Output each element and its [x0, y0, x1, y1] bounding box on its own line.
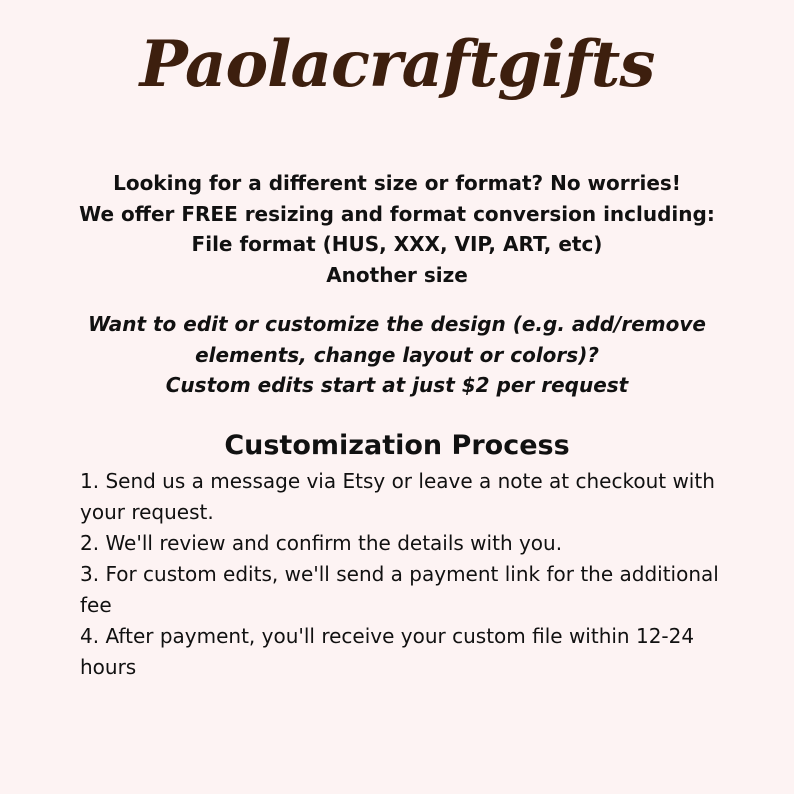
intro-section	[0, 168, 794, 290]
process-steps-list	[80, 466, 730, 683]
custom-edits-line: Want to edit or customize the design (e.g. add/remove	[88, 312, 706, 336]
process-step: 1. Send us a message via Etsy or leave a note at checkout with your request.	[80, 469, 715, 524]
intro-line: Another size	[326, 262, 468, 287]
custom-edits-section	[0, 309, 794, 401]
process-step: 3. For custom edits, we'll send a payment link for the additional fee	[80, 562, 719, 617]
process-step: 2. We'll review and confirm the details with you.	[80, 531, 563, 555]
intro-line: We offer FREE resizing and format conversion including:	[79, 201, 715, 226]
custom-edits-line: elements, change layout or colors)?	[195, 342, 599, 367]
process-heading: Customization Process	[224, 430, 570, 461]
process-step: 4. After payment, you'll receive your custom file within 12-24 hours	[80, 624, 695, 679]
intro-line: Looking for a different size or format? No worries!	[113, 171, 681, 195]
brand-logo-title: Paolacraftgifts	[139, 27, 655, 102]
custom-edits-line: Custom edits start at just $2 per request	[165, 373, 629, 397]
intro-line: File format (HUS, XXX, VIP, ART, etc)	[191, 232, 603, 256]
